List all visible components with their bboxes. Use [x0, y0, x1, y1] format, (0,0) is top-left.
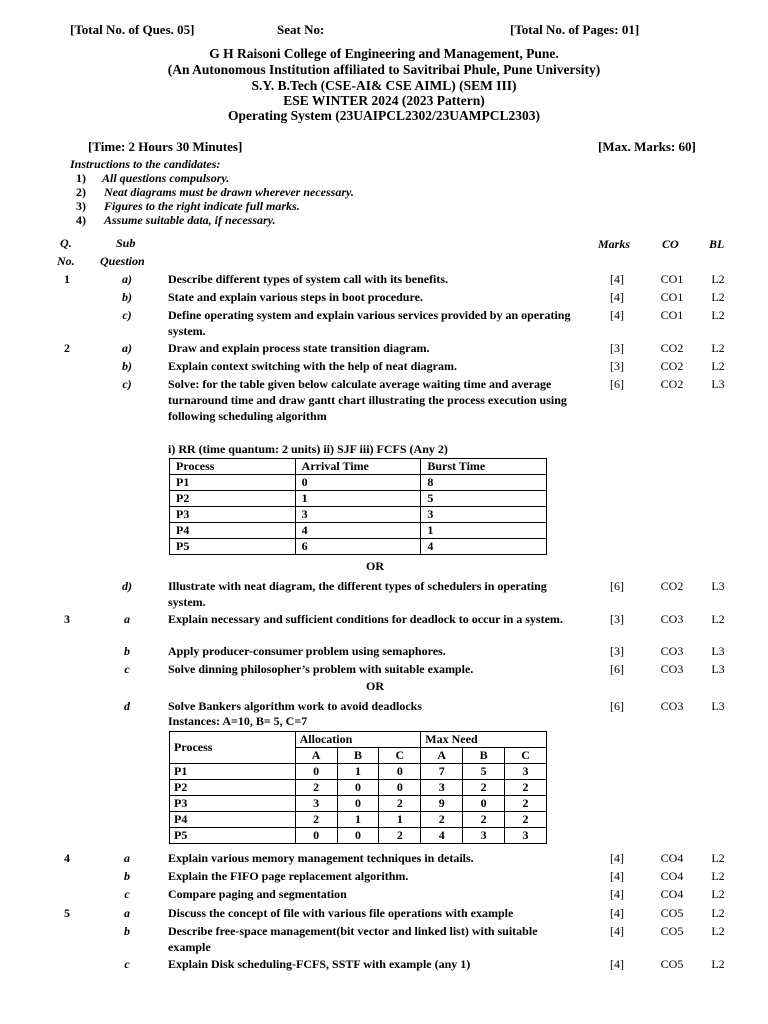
table-row: [170, 828, 547, 844]
marks: [4]: [610, 887, 624, 901]
sub-question-label: d): [122, 579, 132, 593]
course-outcome: CO3: [660, 644, 684, 658]
total-pages: [Total No. of Pages: 01]: [510, 22, 640, 37]
col-no: No.: [57, 254, 75, 268]
sub-question-label: b): [122, 359, 132, 373]
course-outcome: CO5: [660, 906, 684, 920]
table-cell: 2: [295, 812, 337, 828]
question-text: Solve dinning philosopher’s problem with suitable example.: [168, 662, 474, 676]
marks: [6]: [610, 377, 624, 391]
blooms-level: L2: [711, 359, 725, 373]
table-cell: P5: [170, 828, 296, 844]
table-cell: 6: [295, 539, 421, 555]
marks: [4]: [610, 308, 624, 322]
blooms-level: L2: [711, 924, 725, 938]
seat-no: Seat No:: [277, 22, 325, 37]
blooms-level: L2: [711, 869, 725, 883]
col-sub: Sub: [116, 236, 136, 250]
table-header-cell: Max Need: [421, 732, 547, 748]
table-row: [170, 796, 547, 812]
table-cell: 3: [463, 828, 505, 844]
table-cell: P2: [170, 780, 296, 796]
bankers-instances: Instances: A=10, B= 5, C=7: [168, 714, 308, 728]
col-bl: BL: [709, 237, 725, 251]
exam-title: ESE WINTER 2024 (2023 Pattern): [283, 93, 485, 108]
table-cell: 3: [505, 764, 547, 780]
col-co: CO: [662, 237, 679, 251]
question-text: Explain the FIFO page replacement algorithm.: [168, 869, 409, 883]
table-cell: 4: [295, 523, 421, 539]
table-cell: 1: [337, 812, 379, 828]
blooms-level: L2: [711, 612, 725, 626]
marks: [4]: [610, 924, 624, 938]
table-header-cell: B: [463, 748, 505, 764]
question-text: Describe free-space management(bit vector and linked list) with suitable example: [168, 924, 538, 954]
marks: [3]: [610, 341, 624, 355]
table-cell: P4: [170, 523, 296, 539]
marks: [4]: [610, 272, 624, 286]
marks: [4]: [610, 869, 624, 883]
table-cell: 0: [337, 780, 379, 796]
table-cell: 0: [463, 796, 505, 812]
sub-question-label: a: [124, 906, 130, 920]
table-header-row: [170, 732, 547, 748]
course-outcome: CO2: [660, 579, 684, 593]
blooms-level: L2: [711, 308, 725, 322]
question-text: Discuss the concept of file with various file operations with example: [168, 906, 514, 920]
table-cell: 5: [421, 491, 547, 507]
course-outcome: CO4: [660, 887, 684, 901]
question-text: Compare paging and segmentation: [168, 887, 347, 901]
max-marks: [Max. Marks: 60]: [598, 139, 696, 154]
table-cell: P5: [170, 539, 296, 555]
table-header-cell: Allocation: [295, 732, 421, 748]
blooms-level: L2: [711, 906, 725, 920]
question-text: Explain necessary and sufficient conditions for deadlock to occur in a system.: [168, 612, 563, 626]
course-outcome: CO4: [660, 851, 684, 865]
course-outcome: CO1: [660, 290, 684, 304]
question-text: Explain context switching with the help of neat diagram.: [168, 359, 458, 373]
table-header-cell: A: [295, 748, 337, 764]
table-cell: 4: [421, 539, 547, 555]
table-cell: 2: [295, 780, 337, 796]
sub-question-label: c): [122, 377, 132, 391]
table-cell: 3: [295, 507, 421, 523]
table-cell: 1: [421, 523, 547, 539]
table-cell: 2: [379, 828, 421, 844]
instruction-number: 3): [76, 199, 86, 213]
course-outcome: CO1: [660, 308, 684, 322]
sub-question-label: a: [124, 612, 130, 626]
sub-question-label: c): [122, 308, 132, 322]
blooms-level: L2: [711, 887, 725, 901]
question-text: Illustrate with neat diagram, the different types of schedulers in operating system.: [168, 579, 547, 609]
table-cell: 3: [421, 780, 463, 796]
program: S.Y. B.Tech (CSE-AI& CSE AIML) (SEM III): [251, 78, 517, 93]
sub-question-label: c: [124, 662, 130, 676]
blooms-level: L3: [711, 699, 725, 713]
table-cell: 0: [295, 475, 421, 491]
instruction-number: 4): [76, 213, 86, 227]
table-header-cell: Process: [170, 732, 296, 764]
sub-question-label: d: [124, 699, 130, 713]
table-row: [170, 539, 547, 555]
table-header-cell: C: [379, 748, 421, 764]
table-header-cell: C: [505, 748, 547, 764]
or-separator: OR: [366, 679, 384, 693]
question-number: 2: [64, 341, 70, 355]
blooms-level: L2: [711, 957, 725, 971]
table-cell: 8: [421, 475, 547, 491]
col-q: Q.: [60, 236, 72, 250]
table-cell: 3: [421, 507, 547, 523]
table-cell: P3: [170, 796, 296, 812]
blooms-level: L3: [711, 579, 725, 593]
table-cell: 0: [295, 764, 337, 780]
sub-question-label: b: [124, 644, 130, 658]
sub-question-label: a): [122, 272, 132, 286]
college-name: G H Raisoni College of Engineering and Management, Pune.: [209, 46, 559, 61]
table-cell: 0: [337, 796, 379, 812]
table-cell: 2: [463, 812, 505, 828]
table-row: [170, 812, 547, 828]
table-cell: 1: [295, 491, 421, 507]
blooms-level: L2: [711, 341, 725, 355]
table-row: [170, 523, 547, 539]
table-cell: 5: [463, 764, 505, 780]
sub-question-label: c: [124, 887, 130, 901]
table-row: [170, 491, 547, 507]
course-outcome: CO3: [660, 612, 684, 626]
instruction-number: 2): [76, 185, 86, 199]
course-outcome: CO2: [660, 341, 684, 355]
course-outcome: CO1: [660, 272, 684, 286]
question-number: 4: [64, 851, 70, 865]
scheduling-table: [169, 458, 547, 555]
table-row: [170, 764, 547, 780]
table-header-cell: Process: [170, 459, 296, 475]
table-cell: P1: [170, 475, 296, 491]
scheduling-note: i) RR (time quantum: 2 units) ii) SJF iii) FCFS (Any 2): [168, 442, 448, 456]
marks: [3]: [610, 359, 624, 373]
instruction-text: Neat diagrams must be drawn wherever necessary.: [104, 185, 354, 199]
table-cell: 7: [421, 764, 463, 780]
table-header-cell: B: [337, 748, 379, 764]
marks: [4]: [610, 851, 624, 865]
table-header-cell: Burst Time: [421, 459, 547, 475]
table-cell: 0: [337, 828, 379, 844]
blooms-level: L3: [711, 662, 725, 676]
table-cell: 0: [379, 780, 421, 796]
sub-question-label: b: [124, 869, 130, 883]
instructions-title: Instructions to the candidates:: [70, 157, 221, 171]
table-row: [170, 780, 547, 796]
table-cell: 0: [295, 828, 337, 844]
table-cell: P3: [170, 507, 296, 523]
table-cell: 2: [505, 780, 547, 796]
col-marks: Marks: [598, 237, 631, 251]
table-cell: 3: [295, 796, 337, 812]
marks: [4]: [610, 906, 624, 920]
col-question: Question: [100, 254, 145, 268]
affiliation: (An Autonomous Institution affiliated to Savitribai Phule, Pune University): [167, 62, 601, 77]
sub-question-label: c: [124, 957, 130, 971]
question-text: Explain Disk scheduling-FCFS, SSTF with example (any 1): [168, 957, 471, 971]
table-cell: P4: [170, 812, 296, 828]
course-outcome: CO3: [660, 662, 684, 676]
table-cell: 2: [421, 812, 463, 828]
table-cell: 9: [421, 796, 463, 812]
course-outcome: CO2: [660, 359, 684, 373]
blooms-level: L2: [711, 272, 725, 286]
table-cell: P2: [170, 491, 296, 507]
question-text: State and explain various steps in boot procedure.: [168, 290, 423, 304]
sub-question-label: a): [122, 341, 132, 355]
table-cell: 2: [505, 796, 547, 812]
table-cell: 3: [505, 828, 547, 844]
question-text: Define operating system and explain various services provided by an operating system.: [168, 308, 571, 338]
subject-title: Operating System (23UAIPCL2302/23UAMPCL2303): [228, 108, 540, 123]
course-outcome: CO5: [660, 957, 684, 971]
table-cell: 2: [379, 796, 421, 812]
table-row: [170, 507, 547, 523]
course-outcome: CO4: [660, 869, 684, 883]
sub-question-label: a: [124, 851, 130, 865]
question-text: Solve: for the table given below calculate average waiting time and average turnaround time and draw gantt chart illustrating the process execution using following scheduling algorithm: [168, 377, 567, 423]
marks: [3]: [610, 612, 624, 626]
marks: [3]: [610, 644, 624, 658]
table-cell: 4: [421, 828, 463, 844]
table-header-row: [170, 459, 547, 475]
table-cell: 2: [463, 780, 505, 796]
question-text: Draw and explain process state transition diagram.: [168, 341, 430, 355]
table-cell: 0: [379, 764, 421, 780]
blooms-level: L2: [711, 851, 725, 865]
table-header-cell: Arrival Time: [295, 459, 421, 475]
table-header-cell: A: [421, 748, 463, 764]
marks: [6]: [610, 662, 624, 676]
table-cell: 2: [505, 812, 547, 828]
marks: [6]: [610, 699, 624, 713]
question-text: Apply producer-consumer problem using semaphores.: [168, 644, 446, 658]
instruction-number: 1): [76, 171, 86, 185]
course-outcome: CO3: [660, 699, 684, 713]
blooms-level: L3: [711, 377, 725, 391]
blooms-level: L2: [711, 290, 725, 304]
bankers-table: [169, 731, 547, 844]
question-text: Explain various memory management techniques in details.: [168, 851, 474, 865]
question-text: Solve Bankers algorithm work to avoid deadlocks: [168, 699, 423, 713]
total-questions: [Total No. of Ques. 05]: [70, 22, 195, 37]
table-cell: 1: [337, 764, 379, 780]
instruction-text: All questions compulsory.: [102, 171, 230, 185]
table-cell: 1: [379, 812, 421, 828]
instruction-text: Figures to the right indicate full marks.: [104, 199, 300, 213]
question-number: 3: [64, 612, 70, 626]
table-row: [170, 475, 547, 491]
question-number: 5: [64, 906, 70, 920]
course-outcome: CO5: [660, 924, 684, 938]
marks: [4]: [610, 290, 624, 304]
marks: [4]: [610, 957, 624, 971]
question-number: 1: [64, 272, 70, 286]
course-outcome: CO2: [660, 377, 684, 391]
or-separator: OR: [366, 559, 384, 573]
question-text: Describe different types of system call with its benefits.: [168, 272, 449, 286]
exam-time: [Time: 2 Hours 30 Minutes]: [88, 139, 243, 154]
sub-question-label: b: [124, 924, 130, 938]
table-cell: P1: [170, 764, 296, 780]
blooms-level: L3: [711, 644, 725, 658]
marks: [6]: [610, 579, 624, 593]
sub-question-label: b): [122, 290, 132, 304]
instruction-text: Assume suitable data, if necessary.: [104, 213, 276, 227]
